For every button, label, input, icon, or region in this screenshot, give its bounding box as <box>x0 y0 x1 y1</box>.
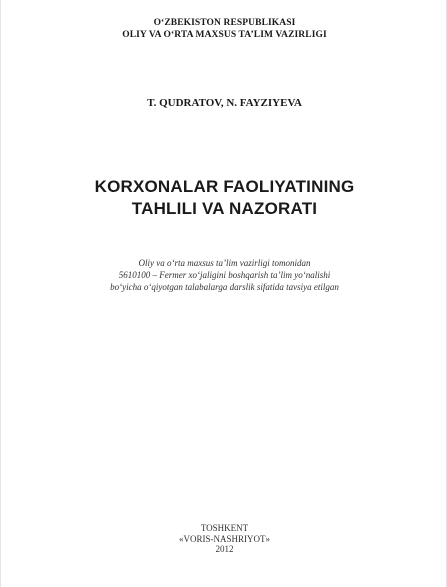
ministry-header <box>1 17 447 41</box>
ministry-line-2: OLIY VA O‘RTA MAXSUS TA’LIM VAZIRLIGI <box>122 30 327 40</box>
ministry-line-1: O‘ZBEKISTON RESPUBLIKASI <box>153 18 296 28</box>
approval-note <box>1 257 447 293</box>
approval-line-3: bo‘yicha o‘qiyotgan talabalarga darslik sifatida tavsiya etilgan <box>110 282 339 292</box>
book-title <box>1 176 447 220</box>
approval-line-2: 5610100 – Fermer xo‘jaligini boshqarish ta’lim yo‘nalishi <box>118 270 331 280</box>
authors: T. QUDRATOV, N. FAYZIYEVA <box>147 97 302 109</box>
book-title-line-1: KORXONALAR FAOLIYATINING <box>94 177 355 196</box>
book-title-line-2: TAHLILI VA NAZORATI <box>131 199 318 218</box>
approval-line-1: Oliy va o‘rta maxsus ta’lim vazirligi tomonidan <box>138 258 311 268</box>
imprint-city: TOSHKENT <box>200 523 249 533</box>
imprint-year: 2012 <box>215 544 234 554</box>
imprint-publisher: «VORIS-NASHRIYOT» <box>178 533 270 544</box>
imprint <box>1 523 447 555</box>
